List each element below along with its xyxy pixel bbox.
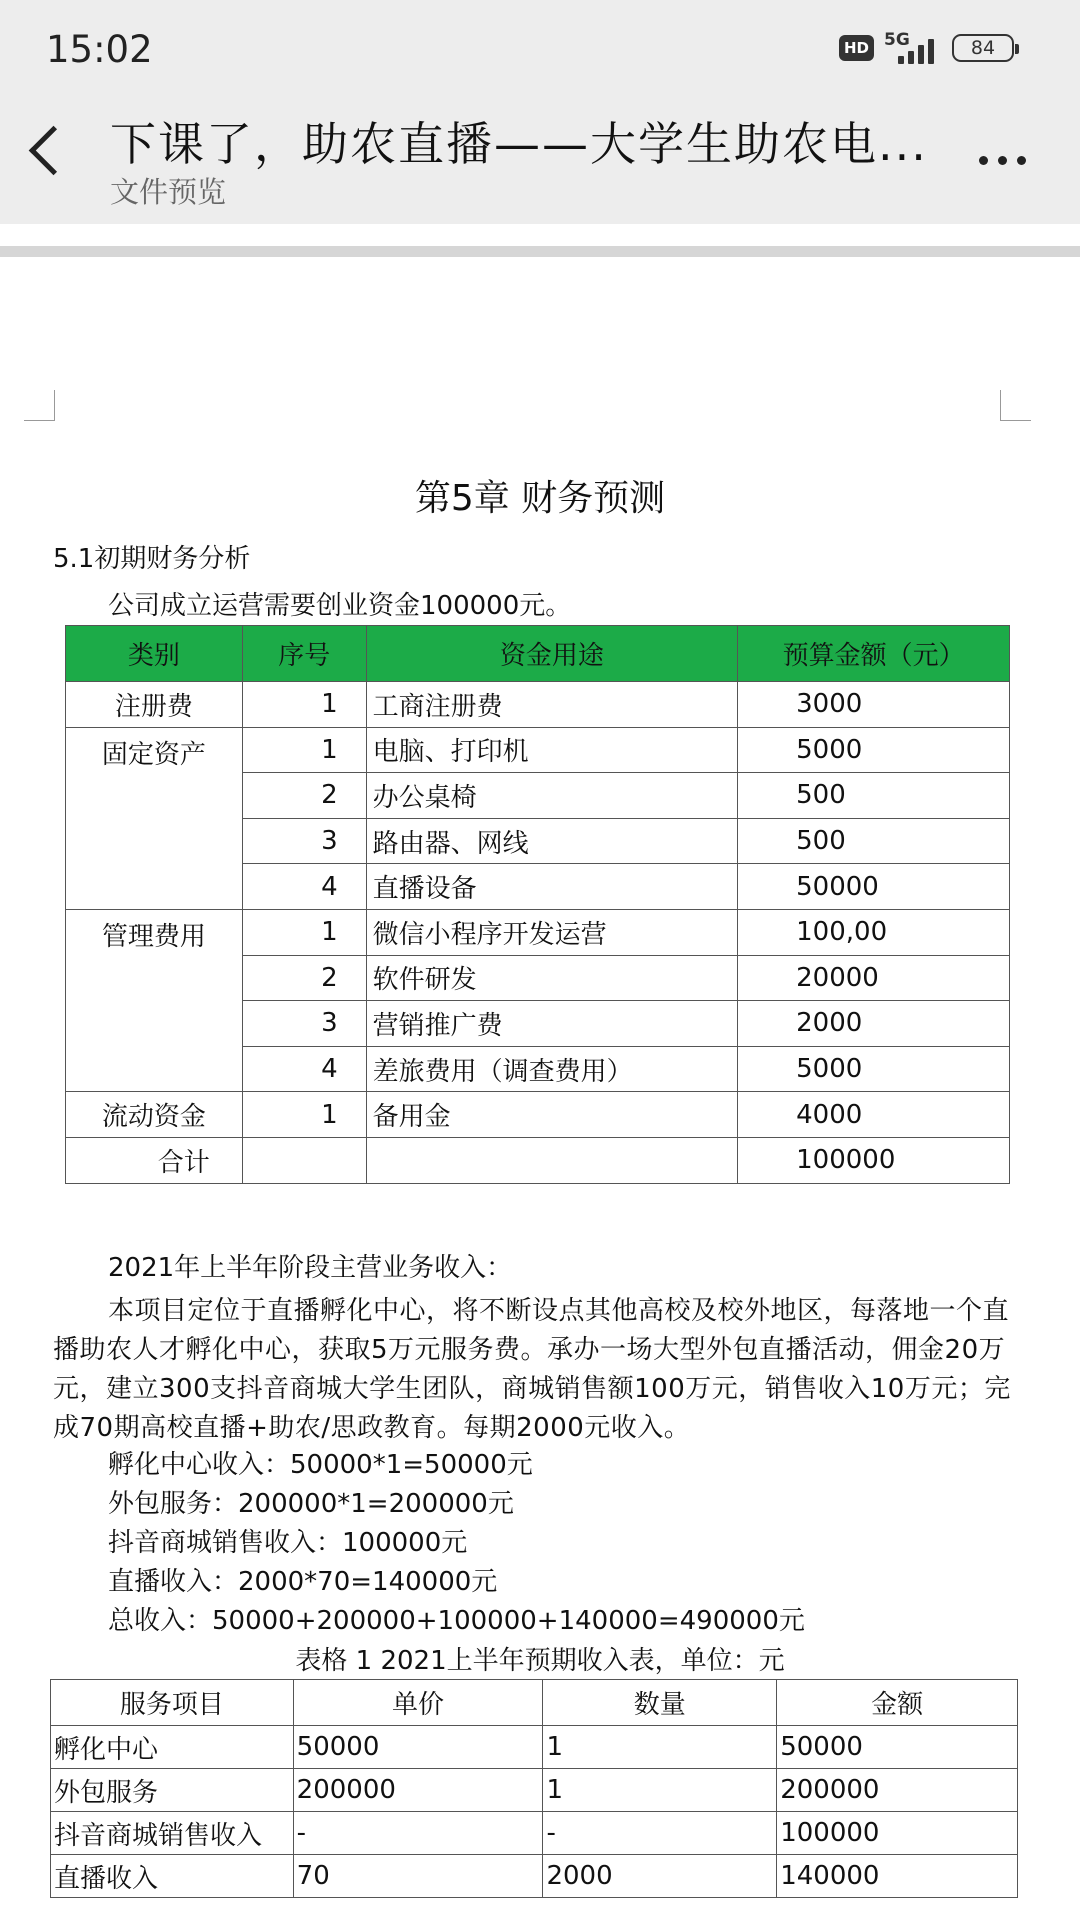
table-row [66, 682, 1010, 728]
table-cell: 140000 [777, 1855, 1018, 1898]
table-cell: 直播收入 [51, 1855, 294, 1898]
category-cell: 管理费用 [66, 909, 243, 1091]
table-header-row [66, 626, 1010, 682]
table-cell: 200000 [777, 1769, 1018, 1812]
use-cell: 办公桌椅 [366, 773, 737, 819]
table-cell: 2000 [543, 1855, 777, 1898]
amount-cell: 4000 [738, 1092, 1010, 1138]
status-time: 15:02 [46, 28, 153, 71]
column-header: 序号 [242, 626, 366, 682]
number-cell: 4 [242, 864, 366, 910]
use-cell: 工商注册费 [366, 682, 737, 728]
back-arrow-icon[interactable] [29, 126, 78, 175]
document-subtitle: 文件预览 [110, 175, 227, 209]
table-cell: 200000 [293, 1769, 543, 1812]
number-cell: 1 [242, 682, 366, 728]
number-cell: 1 [242, 727, 366, 773]
amount-cell: 5000 [738, 1046, 1010, 1092]
total-amount-cell: 100000 [738, 1137, 1010, 1183]
table-cell: 1 [543, 1769, 777, 1812]
budget-table [65, 625, 1010, 1184]
total-label-cell: 合计 [66, 1137, 243, 1183]
hd-icon: HD [839, 35, 874, 61]
table-cell: 70 [293, 1855, 543, 1898]
use-cell: 直播设备 [366, 864, 737, 910]
page-divider [0, 246, 1080, 257]
amount-cell: 3000 [738, 682, 1010, 728]
table-cell: 1 [543, 1726, 777, 1769]
column-header: 数量 [543, 1680, 777, 1726]
income-paragraph: 本项目定位于直播孵化中心，将不断设点其他高校及校外地区，每落地一个直播助农人才孵化中心，获取5万元服务费。承办一场大型外包直播活动，佣金20万元，建立300支抖音商城大学生团队，商城销售额100万元，销售收入10万元；完成70期高校直播+助农/思政教育。每期2000元收入。 [53, 1296, 1011, 1443]
page-corner-mark [24, 390, 55, 421]
table-cell: 抖音商城销售收入 [51, 1812, 294, 1855]
intro-text: 公司成立运营需要创业资金100000元。 [108, 591, 572, 621]
number-cell: 2 [242, 773, 366, 819]
table-cell: 50000 [293, 1726, 543, 1769]
category-cell: 注册费 [66, 682, 243, 728]
more-options-icon[interactable] [979, 156, 1026, 165]
table-cell: - [293, 1812, 543, 1855]
use-cell: 营销推广费 [366, 1001, 737, 1047]
table-row [66, 727, 1010, 773]
category-cell: 流动资金 [66, 1092, 243, 1138]
top-bar [0, 0, 1080, 224]
amount-cell: 100,00 [738, 909, 1010, 955]
income-table [50, 1679, 1018, 1898]
network-type: 5G [884, 30, 910, 50]
number-cell: 4 [242, 1046, 366, 1092]
income-line: 抖音商城销售收入：100000元 [108, 1528, 468, 1558]
battery-icon [952, 34, 1014, 62]
number-cell: 1 [242, 909, 366, 955]
column-header: 资金用途 [366, 626, 737, 682]
amount-cell: 5000 [738, 727, 1010, 773]
amount-cell: 20000 [738, 955, 1010, 1001]
number-cell: 3 [242, 1001, 366, 1047]
use-cell: 备用金 [366, 1092, 737, 1138]
document-title: 下课了，助农直播——大学生助农电... [110, 117, 928, 171]
table-cell: 孵化中心 [51, 1726, 294, 1769]
table-header-row [51, 1680, 1018, 1726]
table-cell: - [543, 1812, 777, 1855]
use-cell [366, 1137, 737, 1183]
use-cell: 微信小程序开发运营 [366, 909, 737, 955]
chapter-title: 第5章 财务预测 [414, 478, 666, 519]
number-cell: 3 [242, 818, 366, 864]
column-header: 单价 [293, 1680, 543, 1726]
table-caption: 表格 1 2021上半年预期收入表，单位：元 [295, 1646, 785, 1676]
status-icons [839, 30, 1014, 66]
use-cell: 差旅费用（调查费用） [366, 1046, 737, 1092]
use-cell: 软件研发 [366, 955, 737, 1001]
table-cell: 外包服务 [51, 1769, 294, 1812]
amount-cell: 500 [738, 773, 1010, 819]
column-header: 预算金额（元） [738, 626, 1010, 682]
amount-cell: 50000 [738, 864, 1010, 910]
table-cell: 50000 [777, 1726, 1018, 1769]
income-heading: 2021年上半年阶段主营业务收入： [108, 1253, 513, 1283]
table-total-row [66, 1137, 1010, 1183]
number-cell: 2 [242, 955, 366, 1001]
income-line: 总收入：50000+200000+100000+140000=490000元 [108, 1606, 805, 1636]
use-cell: 路由器、网线 [366, 818, 737, 864]
table-row [51, 1769, 1018, 1812]
income-line: 孵化中心收入：50000*1=50000元 [108, 1450, 533, 1480]
page-corner-mark [1000, 390, 1031, 421]
income-breakdown [108, 1446, 1068, 1641]
amount-cell: 500 [738, 818, 1010, 864]
table-row [51, 1812, 1018, 1855]
income-line: 外包服务：200000*1=200000元 [108, 1489, 514, 1519]
column-header: 类别 [66, 626, 243, 682]
table-row [51, 1855, 1018, 1898]
table-row [66, 909, 1010, 955]
table-row [66, 1092, 1010, 1138]
number-cell: 1 [242, 1092, 366, 1138]
column-header: 服务项目 [51, 1680, 294, 1726]
use-cell: 电脑、打印机 [366, 727, 737, 773]
column-header: 金额 [777, 1680, 1018, 1726]
amount-cell: 2000 [738, 1001, 1010, 1047]
signal-icon [884, 30, 942, 66]
section-title: 5.1初期财务分析 [53, 544, 251, 574]
category-cell: 固定资产 [66, 727, 243, 909]
income-line: 直播收入：2000*70=140000元 [108, 1567, 498, 1597]
battery-level: 84 [970, 37, 996, 59]
table-cell: 100000 [777, 1812, 1018, 1855]
table-row [51, 1726, 1018, 1769]
number-cell [242, 1137, 366, 1183]
